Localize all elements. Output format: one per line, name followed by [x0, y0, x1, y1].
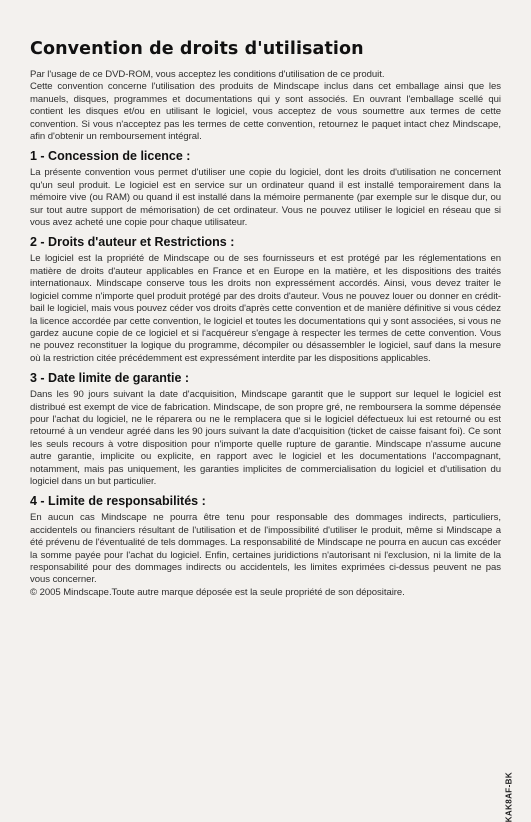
- product-code: KAK8AF-BK: [504, 772, 513, 822]
- page-title: Convention de droits d'utilisation: [30, 39, 364, 59]
- section-heading-copyright: 2 - Droits d'auteur et Restrictions :: [30, 235, 235, 250]
- section-body-copyright: Le logiciel est la propriété de Mindscape ou de ses fournisseurs et est protégé par les réglementations en matière de droits d'auteur applicables en France et en Europe en la matière, et les dispositions des traités internationaux. Mindscape conserve tous les droits non expressément accordés. Ainsi, vous devez traiter le logiciel comme n'importe quel produit protégé par des droits d'auteur. Vous ne pouvez louer ou donner en crédit-bail le logiciel, mais vous pouvez céder vos droits d'après cette convention et de manière définitive si vous cédez la licence accordée par cette convention, le logiciel et toutes les documentations qui y sont associées, si vous ne gardez aucune copie de ce logiciel et si l'acquéreur s'engage à respecter les termes de cette convention. Vous ne pouvez reconstituer la logique du programme, décompiler ou désassembler le logiciel, sauf dans la mesure où la restriction citée précédemment est expressément interdite par les dispositions applicables.: [30, 253, 501, 364]
- intro-paragraph-2: Cette convention concerne l'utilisation des produits de Mindscape inclus dans cet emballage ainsi que les manuels, disques, programmes et documentations qui y sont associés. En ouvrant l'emballage scellé qui contient les disques et/ou en utilisant le logiciel, vous acceptez de vous soumettre aux termes de cette convention. Si vous n'acceptez pas les termes de cette convention, retournez le paquet intact chez Mindscape, afin d'obtenir un remboursement intégral.: [30, 81, 501, 143]
- section-body-liability: En aucun cas Mindscape ne pourra être tenu pour responsable des dommages indirects, particuliers, accidentels ou financiers résultant de l'utilisation et de l'impossibilité d'utiliser le produit, même si Mindscape a été prévenu de l'éventualité de tels dommages. La responsabilité de Mindscape ne pourra en aucun cas excéder la somme payée pour l'achat du logiciel. Enfin, certaines juridictions n'autorisant ni l'exclusion, ni la limite de la responsabilité pour des dommages indirects ou accidentels, les limites exprimées ci-dessus peuvent ne pas vous concerner.: [30, 512, 501, 586]
- section-body-license: La présente convention vous permet d'utiliser une copie du logiciel, dont les droits d'utilisation ne concernent qu'un seul produit. Le logiciel est en service sur un ordinateur quand il est installé temporairement dans la mémoire vive (ou RAM) ou quand il est installé dans la mémoire permanente (par exemple sur le disque dur, ou sur tout autre support de mémorisation) de cet ordinateur. Vous ne pouvez utiliser le logiciel en réseau que si vous avez acheté une copie pour chaque utilisateur.: [30, 167, 501, 229]
- section-heading-liability: 4 - Limite de responsabilités :: [30, 494, 206, 509]
- copyright-footer: © 2005 Mindscape.Toute autre marque déposée est la seule propriété de son dépositaire.: [30, 586, 405, 598]
- section-heading-warranty: 3 - Date limite de garantie :: [30, 371, 190, 386]
- intro-paragraph-1: Par l'usage de ce DVD-ROM, vous acceptez les conditions d'utilisation de ce produit.: [30, 69, 385, 80]
- section-heading-license: 1 - Concession de licence :: [30, 149, 191, 164]
- section-body-warranty: Dans les 90 jours suivant la date d'acquisition, Mindscape garantit que le support sur lequel le logiciel est distribué est exempt de vice de fabrication. Mindscape, de son propre gré, ne remboursera la somme dépensée pour l'achat du logiciel, ne le réparera ou ne le remplacera que si le logiciel défectueux lui est retourné ou est retourné à un vendeur agréé dans les 90 jours suivant la date d'acquisition (ticket de caisse faisant foi). Ce sont les seuls recours à votre disposition pour n'importe quelle rupture de garantie. Mindscape n'assume aucune autre garantie, implicite ou explicite, en rapport avec le logiciel et les documentations l'accompagnant, notamment, mais pas uniquement, les garanties implicites de commercialisation du logiciel et d'utilisation du logiciel dans un but particulier.: [30, 389, 501, 487]
